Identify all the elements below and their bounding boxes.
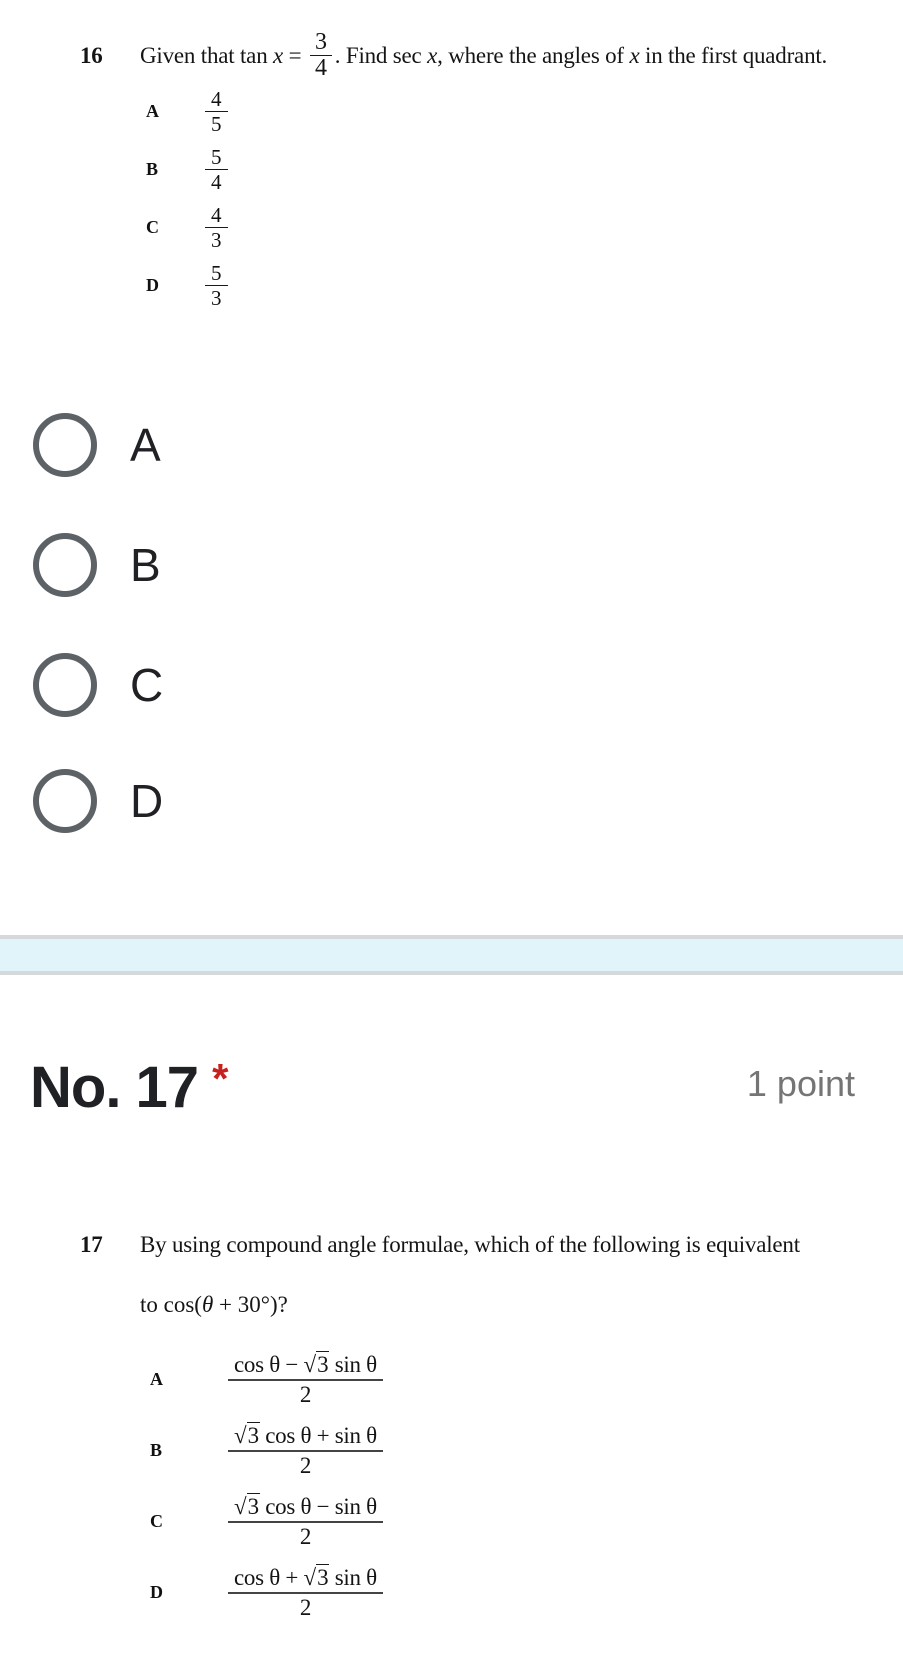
radio-option-c[interactable] <box>33 653 163 717</box>
radical-sign: √ <box>303 1352 317 1377</box>
radicand: 3 <box>317 1565 329 1590</box>
fraction <box>205 88 228 135</box>
radicand: 3 <box>247 1494 259 1519</box>
square-root <box>234 1422 260 1448</box>
required-asterisk: * <box>212 1055 228 1102</box>
formula-fraction <box>228 1352 383 1407</box>
question-17-text-line1 <box>0 1232 903 1258</box>
fraction-denominator: 4 <box>205 169 228 193</box>
math-variable-theta: θ <box>201 1292 214 1317</box>
text-fragment: cos θ + sin θ <box>259 1423 377 1448</box>
question-title <box>30 1056 227 1120</box>
radicand: 3 <box>247 1423 259 1448</box>
option-row-b <box>150 1423 383 1478</box>
formula-fraction <box>228 1423 383 1478</box>
fraction-denominator: 2 <box>299 1524 312 1549</box>
question-17-header <box>30 1056 855 1120</box>
option-label: B <box>146 159 159 180</box>
radical-sign: √ <box>303 1565 317 1590</box>
text-fragment: sin θ <box>329 1565 377 1590</box>
fraction-numerator <box>228 1352 383 1381</box>
fraction-numerator: 4 <box>211 87 222 111</box>
radio-button-d-unselected[interactable] <box>33 769 97 833</box>
inline-fraction <box>310 30 332 81</box>
radio-label-a: A <box>130 419 161 471</box>
square-root <box>234 1493 260 1519</box>
fraction-numerator: 5 <box>211 261 222 286</box>
fraction-numerator: 5 <box>211 145 222 170</box>
fraction-numerator: 4 <box>211 203 222 228</box>
fraction-denominator: 5 <box>205 111 228 135</box>
text-fragment: , where the angles of <box>437 42 630 68</box>
fraction <box>205 204 228 251</box>
formula-fraction <box>228 1494 383 1549</box>
fraction-denominator: 2 <box>299 1595 312 1620</box>
option-row-d <box>150 1565 383 1620</box>
question-16-options <box>146 88 228 320</box>
fraction-numerator <box>228 1494 383 1523</box>
option-label: B <box>150 1440 163 1460</box>
text-fragment: cos θ − <box>234 1352 304 1377</box>
section-divider-strip <box>0 935 903 975</box>
text-fragment: to cos( <box>140 1292 202 1317</box>
fraction-denominator: 3 <box>205 227 228 251</box>
radical-sign: √ <box>234 1494 247 1519</box>
option-label: C <box>146 217 159 238</box>
question-17-text: By using compound angle formulae, which of the following is equivalent <box>140 1232 800 1257</box>
option-row-a <box>150 1352 383 1407</box>
option-row-c <box>150 1494 383 1549</box>
radio-label-d: D <box>130 775 164 827</box>
fraction <box>205 146 228 193</box>
text-fragment: + 30°)? <box>213 1292 288 1317</box>
option-label: C <box>150 1511 163 1531</box>
fraction-numerator <box>228 1423 383 1452</box>
question-17-text-line2 <box>140 1292 288 1318</box>
question-17-number: 17 <box>80 1232 103 1257</box>
radio-button-c-unselected[interactable] <box>33 653 97 717</box>
option-row-c <box>146 204 228 251</box>
fraction-denominator: 2 <box>299 1382 312 1407</box>
fraction <box>205 262 228 309</box>
square-root <box>304 1351 330 1377</box>
fraction-denominator: 2 <box>299 1453 312 1478</box>
question-17-options <box>150 1352 383 1636</box>
radio-label-c: C <box>130 659 164 711</box>
text-fragment: . Find sec <box>334 42 428 68</box>
radicand: 3 <box>317 1352 329 1377</box>
question-16-number: 16 <box>80 42 103 68</box>
radio-option-b[interactable] <box>33 533 161 597</box>
square-root <box>304 1564 330 1590</box>
question-title-text: No. 17 <box>30 1055 199 1120</box>
radio-label-b: B <box>130 539 161 591</box>
question-16-text <box>140 30 827 81</box>
text-fragment: sin θ <box>329 1352 377 1377</box>
math-variable: x <box>427 42 438 68</box>
fraction-numerator <box>228 1565 383 1594</box>
math-variable: x <box>273 42 284 68</box>
text-fragment: cos θ + <box>234 1565 304 1590</box>
text-fragment: cos θ − sin θ <box>259 1494 377 1519</box>
text-fragment: in the first quadrant. <box>639 42 828 68</box>
option-row-d <box>146 262 228 309</box>
fraction-numerator: 3 <box>314 29 327 55</box>
radio-button-b-unselected[interactable] <box>33 533 97 597</box>
radio-option-d[interactable] <box>33 769 163 833</box>
math-variable: x <box>629 42 640 68</box>
text-fragment: = <box>283 42 307 68</box>
option-label: D <box>150 1582 163 1602</box>
radio-button-a-unselected[interactable] <box>33 413 97 477</box>
formula-fraction <box>228 1565 383 1620</box>
radio-option-a[interactable] <box>33 413 161 477</box>
question-16-text-line <box>0 30 903 81</box>
option-row-b <box>146 146 228 193</box>
option-label: A <box>150 1369 163 1389</box>
fraction-denominator: 4 <box>310 55 332 81</box>
option-label: A <box>146 101 159 122</box>
option-label: D <box>146 275 159 296</box>
radical-sign: √ <box>234 1423 247 1448</box>
fraction-denominator: 3 <box>205 285 228 309</box>
text-fragment: Given that tan <box>140 42 274 68</box>
option-row-a <box>146 88 228 135</box>
points-label: 1 point <box>746 1063 855 1104</box>
